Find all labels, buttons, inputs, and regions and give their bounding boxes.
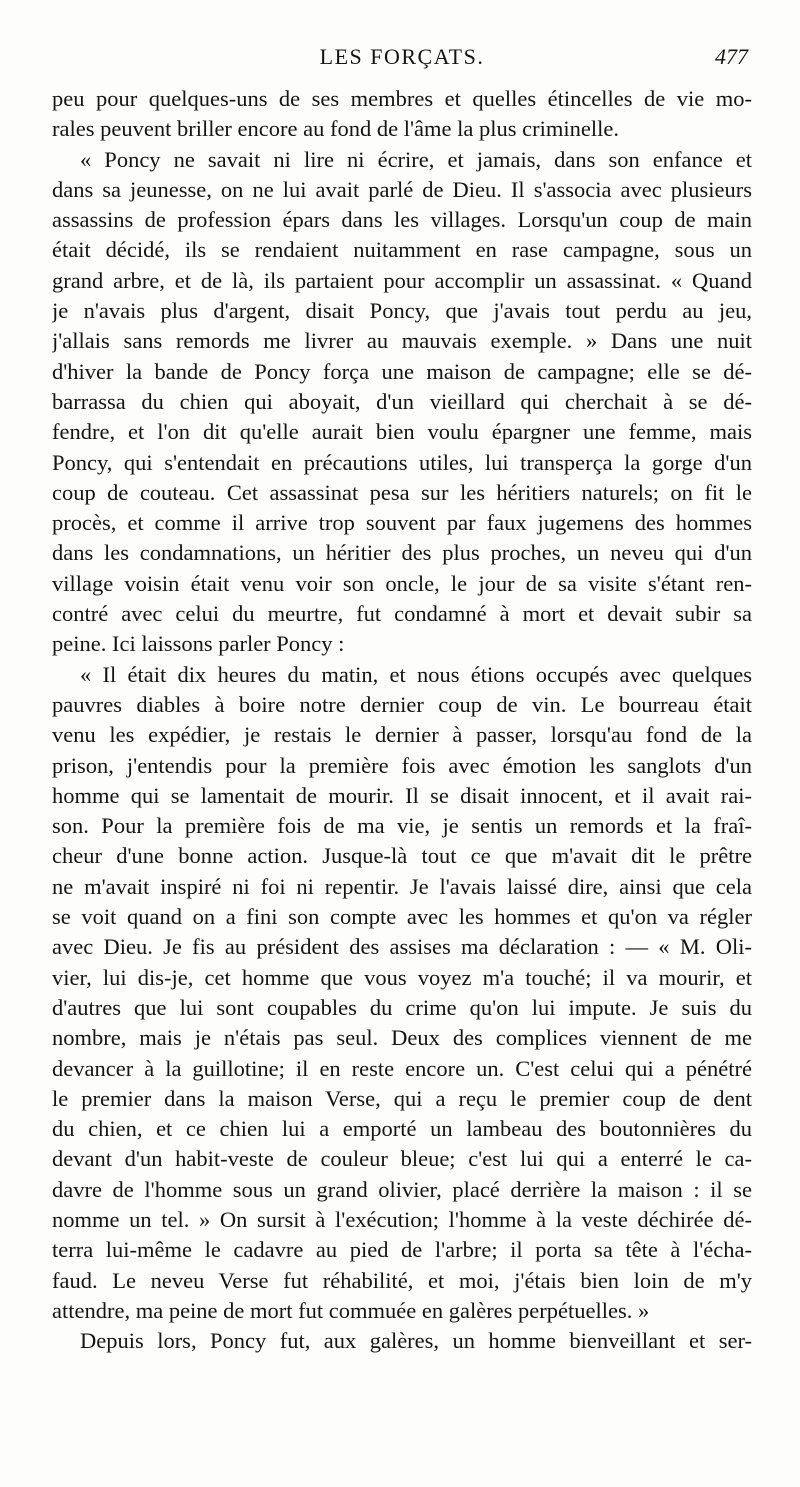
text-line: du chien, et ce chien lui a emporté un lambeau des boutonnières du	[52, 1116, 752, 1142]
text-line: dans sa jeunesse, on ne lui avait parlé de Dieu. Il s'associa avec plusieurs	[52, 176, 752, 202]
text-line: grand arbre, et de là, ils partaient pour accomplir un assassinat. « Quand	[52, 267, 752, 293]
running-title: LES FORÇATS.	[319, 44, 485, 69]
text-line: le premier dans la maison Verse, qui a reçu le premier coup de dent	[52, 1085, 752, 1111]
text-line: nombre, mais je n'étais pas seul. Deux des complices viennent de me	[52, 1025, 752, 1051]
text-line: contré avec celui du meurtre, fut condamné à mort et devait subir sa	[52, 601, 752, 627]
text-line: était décidé, ils se rendaient nuitamment en rase campagne, sous un	[52, 237, 752, 263]
text-line: barrassa du chien qui aboyait, d'un vieillard qui cherchait à se dé-	[52, 388, 752, 414]
text-line: rales peuvent briller encore au fond de l'âme la plus criminelle.	[52, 116, 619, 142]
text-line: davre de l'homme sous un grand olivier, placé derrière la maison : il se	[52, 1176, 752, 1202]
running-head	[52, 40, 752, 76]
text-line: attendre, ma peine de mort fut commuée en galères perpétuelles. »	[52, 1297, 650, 1323]
page-number: 477	[715, 44, 748, 69]
text-line: son. Pour la première fois de ma vie, je sentis un remords et la fraî-	[52, 813, 752, 839]
text-line: assassins de profession épars dans les villages. Lorsqu'un coup de main	[52, 207, 752, 233]
text-line: d'autres que lui sont coupables du crime qu'on lui impute. Je suis du	[52, 994, 752, 1020]
text-line: prison, j'entendis pour la première fois avec émotion les sanglots d'un	[52, 752, 752, 778]
text-line: ne m'avait inspiré ni foi ni repentir. Je l'avais laissé dire, ainsi que cela	[52, 873, 752, 899]
body-text	[52, 84, 752, 1356]
text-line: cheur d'une bonne action. Jusque-là tout ce que m'avait dit le prêtre	[52, 843, 752, 869]
text-line: devant d'un habit-veste de couleur bleue; c'est lui qui a enterré le ca-	[52, 1146, 752, 1172]
text-line: coup de couteau. Cet assassinat pesa sur les héritiers naturels; on fit le	[52, 479, 752, 505]
text-line: procès, et comme il arrive trop souvent par faux jugemens des hommes	[52, 510, 752, 536]
text-line: Depuis lors, Poncy fut, aux galères, un homme bienveillant et ser-	[80, 1328, 752, 1354]
text-line: dans les condamnations, un héritier des plus proches, un neveu qui d'un	[52, 540, 752, 566]
text-line: d'hiver la bande de Poncy força une maison de campagne; elle se dé-	[52, 358, 752, 384]
text-line: fendre, et l'on dit qu'elle aurait bien voulu épargner une femme, mais	[52, 419, 752, 445]
text-line: village voisin était venu voir son oncle, le jour de sa visite s'étant ren-	[52, 570, 752, 596]
text-line: devancer à la guillotine; il en reste encore un. C'est celui qui a pénétré	[52, 1055, 752, 1081]
text-line: j'allais sans remords me livrer au mauvais exemple. » Dans une nuit	[52, 328, 752, 354]
text-line: homme qui se lamentait de mourir. Il se disait innocent, et il avait rai-	[52, 782, 752, 808]
text-line: peine. Ici laissons parler Poncy :	[52, 631, 345, 657]
text-line: « Il était dix heures du matin, et nous étions occupés avec quelques	[80, 661, 752, 687]
text-line: faud. Le neveu Verse fut réhabilité, et moi, j'étais bien loin de m'y	[52, 1267, 752, 1293]
text-line: se voit quand on a fini son compte avec les hommes et qu'on va régler	[52, 904, 752, 930]
text-line: je n'avais plus d'argent, disait Poncy, que j'avais tout perdu au jeu,	[52, 298, 752, 324]
text-line: avec Dieu. Je fis au président des assises ma déclaration : — « M. Oli-	[52, 934, 752, 960]
text-line: pauvres diables à boire notre dernier coup de vin. Le bourreau était	[52, 691, 752, 717]
text-line: terra lui-même le cadavre au pied de l'arbre; il porta sa tête à l'écha-	[52, 1237, 752, 1263]
text-line: Poncy, qui s'entendait en précautions utiles, lui transperça la gorge d'un	[52, 449, 752, 475]
text-line: peu pour quelques-uns de ses membres et quelles étincelles de vie mo-	[52, 86, 752, 111]
text-line: venu les expédier, je restais le dernier à passer, lorsqu'au fond de la	[52, 722, 752, 748]
text-line: nomme un tel. » On sursit à l'exécution; l'homme à la veste déchirée dé-	[52, 1206, 752, 1232]
text-line: vier, lui dis-je, cet homme que vous voyez m'a touché; il va mourir, et	[52, 964, 752, 990]
text-line: « Poncy ne savait ni lire ni écrire, et jamais, dans son enfance et	[80, 146, 752, 172]
